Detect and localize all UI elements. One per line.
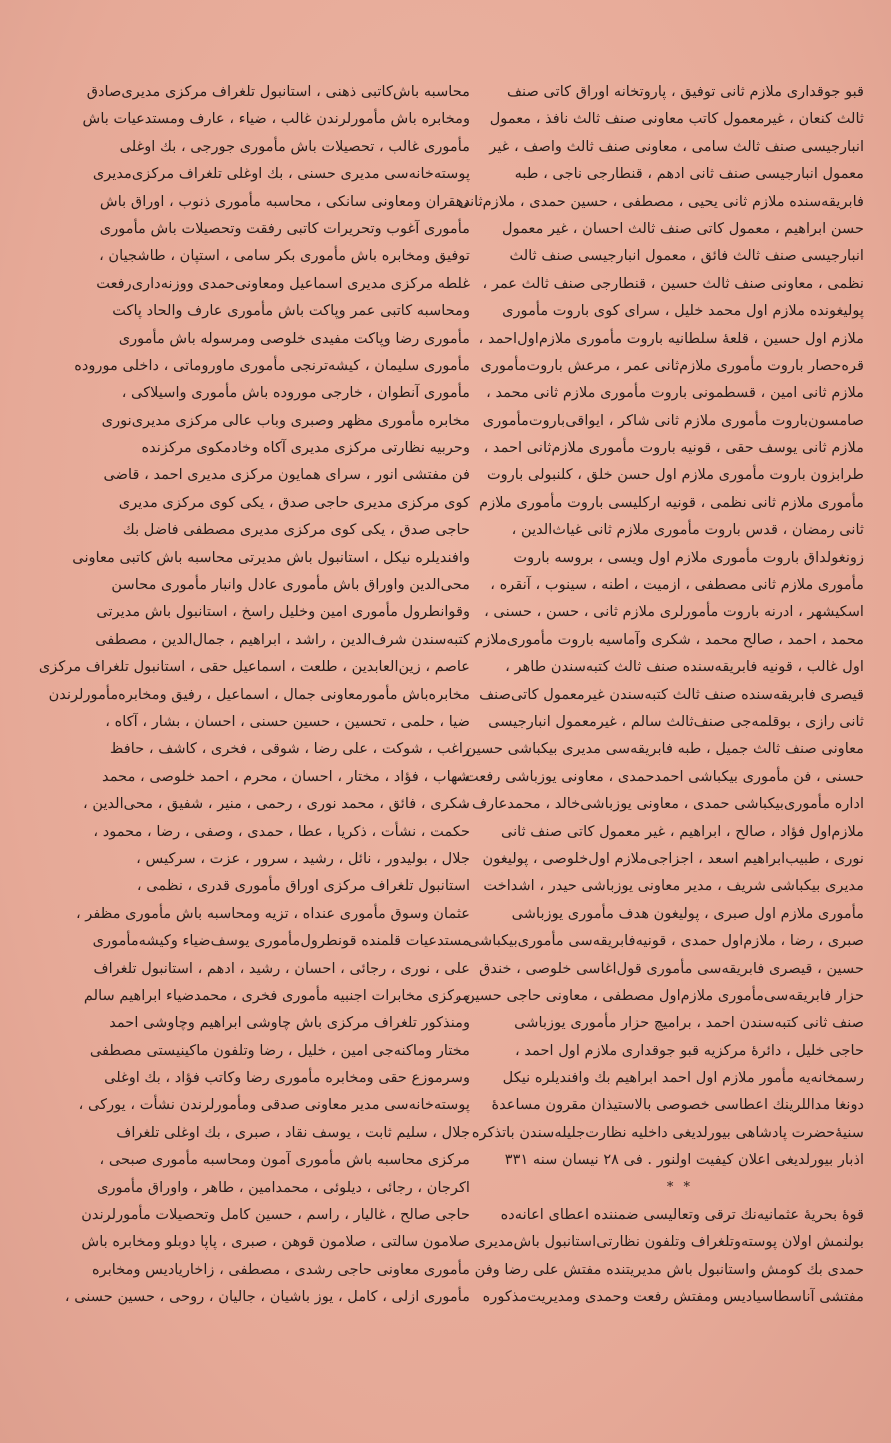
text-line: صامسون‌باروت مأموری ملازم ثانی شاکر ، ایواقی‌باروت‌مأموری bbox=[482, 411, 864, 429]
text-line: پوسته‌خانه‌سی مدیری حسنی ، بك اوغلی تلغراف مرکزی‌مدیری bbox=[92, 165, 470, 183]
text-line: ملازم ثانی یوسف حقی ، قونیه باروت مأموری ملازم‌ثانی احمد ، bbox=[483, 439, 864, 457]
text-line: حزار فابریقه‌سی‌مأموری ملازم‌اول مصطفی ، معاونی حاجی حسین ، bbox=[454, 986, 864, 1004]
text-line: وحربیه نظارتی مرکزی مدیری آکاه وخادمکوی مرکزنده bbox=[141, 439, 470, 457]
text-line: قیصری فابریقه‌سنده صنف ثالث کتبه‌سندن غیرمعمول کاتی‌صنف bbox=[479, 685, 864, 703]
text-line: صبری ، رضا ، ملازم‌اول حمدی ، قونیه‌فابریقه‌سی مأموری‌بیکباشی bbox=[467, 932, 864, 950]
text-line: مأموری آغوب وتحریرات کاتبی رفقت وتحصیلات باش مأموری bbox=[99, 219, 470, 237]
announcement-paragraph bbox=[454, 78, 864, 1174]
text-line: صلامون سالتی ، صلامون قوهن ، صبری ، پاپا دوبلو ومخابره باش bbox=[81, 1233, 470, 1251]
text-line: سنیهٔ‌حضرت پادشاهی بیورلدیغی داخلیه نظارت‌جلیله‌سندن باتذکره bbox=[471, 1123, 864, 1141]
text-line: بولنمش اولان پوسته‌وتلغراف وتلفون نظارتی‌استانبول باش‌مدیری bbox=[474, 1233, 864, 1251]
text-line: اکرجان ، رجائی ، دیلوئی ، محمدامین ، طاهر ، واوراق مأموری bbox=[97, 1178, 470, 1196]
text-line: زونغولداق باروت مأموری ملازم اول ویسی ، بروسه باروت bbox=[513, 548, 864, 566]
text-line: ومنذکور تلغراف مرکزی باش چاوشی ابراهیم وچاوشی احمد bbox=[109, 1014, 470, 1032]
text-line: ملازم اول حسین ، قلعهٔ سلطانیه باروت مأموری ملازم‌اول‌احمد ، bbox=[478, 329, 864, 347]
text-line: حاجی صالح ، غالیار ، راسم ، حسین کامل وتحصیلات مأمورلرندن bbox=[81, 1206, 470, 1224]
text-line: اسکیشهر ، ادرنه باروت مأمورلری ملازم ثانی ، حسن ، حسنی ، bbox=[484, 603, 864, 621]
text-line: معمول انبارجیسی صنف ثانی ادهم ، قنطارجی ناجی ، طبه bbox=[514, 165, 864, 183]
text-line: قبو جوقداری ملازم ثانی توفیق ، پاروتخانه اوراق کاتی صنف bbox=[506, 83, 864, 100]
text-line: مرکزی محاسبه باش مأموری آمون ومحاسبه مأموری صبحی ، bbox=[99, 1151, 470, 1169]
text-line: راغب ، شوکت ، علی رضا ، شوقی ، فخری ، کاشف ، حافظ bbox=[109, 740, 470, 758]
text-line: ضیا ، حلمی ، تحسین ، حسین حسنی ، احسان ، بشار ، آکاه ، bbox=[105, 712, 470, 730]
text-line: نوری ، طبیب‌ابراهیم اسعد ، اجزاجی‌ملازم اول‌خلوصی ، پولیغون bbox=[482, 849, 864, 867]
text-line: وافندیلره نیکل ، استانبول باش مدیرتی محاسبه باش کاتبی معاونی bbox=[72, 548, 470, 566]
text-line: مفتشی آناسطاسیادیس ومفتش رفعت وحمدی ومدیریت‌مذکوره bbox=[482, 1288, 864, 1306]
naval-donation-paragraph bbox=[474, 1201, 864, 1311]
text-line: مأموری ملازم ثانی مصطفی ، ازمیت ، اطنه ، سینوب ، آنقره ، bbox=[490, 576, 864, 594]
text-line: مأموری غالب ، تحصیلات باش مأموری جورجی ، بك اوغلی bbox=[119, 137, 470, 155]
text-line: مأموری ازلی ، کامل ، یوز باشیان ، جالیان ، روحی ، حسین حسنی ، bbox=[64, 1288, 470, 1306]
text-line: شکری ، فائق ، محمد نوری ، رحمی ، منیر ، شفیق ، محی‌الدین ، bbox=[82, 795, 470, 813]
text-line: حسن ابراهیم ، معمول کاتی صنف ثالث احسان ، غیر معمول bbox=[501, 219, 864, 237]
text-line: مرکزی مخابرات اجنبیه مأموری فخری ، محمدضیاء ابراهیم سالم bbox=[83, 986, 470, 1004]
names-paragraph bbox=[38, 78, 470, 1311]
text-line: جلال ، بولیدور ، نائل ، رشید ، سرور ، عزت ، سرکیس ، bbox=[136, 849, 470, 867]
text-line: وسرموزع حقی ومخابره مأموری رضا وکاتب فؤاد ، بك اوغلی bbox=[104, 1069, 470, 1087]
text-line: حسنی ، فن مأموری بیکباشی احمدحمدی ، معاونی یوزباشی رفعت ، bbox=[455, 767, 864, 785]
text-line: نظمی ، معاونی صنف ثالث حسین ، قنطارجی صنف ثالث عمر ، bbox=[482, 274, 864, 292]
text-line: مأموری آنطوان ، خارجی موروده باش مأموری واسیلاکی ، bbox=[121, 384, 470, 402]
text-line: معاونی صنف ثالث جمیل ، طبه فابریقه‌سی مدیری بیکباشی حسین bbox=[465, 740, 864, 758]
text-line: مخابره‌باش مأمورمعاونی جمال ، اسماعیل ، رفیق ومخابره‌مأمورلرندن bbox=[48, 685, 470, 703]
text-line: ومحاسبه کاتبی عمر وپاکت باش مأموری عارف والحاد پاکت bbox=[112, 302, 470, 320]
text-line: غلطه مرکزی مدیری اسماعیل ومعاونی‌حمدی ووزنه‌داری‌رفعت bbox=[96, 274, 470, 292]
text-line: عثمان وسوق مأموری عنداه ، تزیه ومحاسبه باش مأموری مظفر ، bbox=[75, 904, 470, 922]
text-line: حکمت ، نشأت ، ذکریا ، عطا ، حمدی ، وصفی ، رضا ، محمود ، bbox=[93, 822, 470, 840]
text-line: دهقران ومعاونی سانکی ، محاسبه مأموری ذنوب ، اوراق باش bbox=[99, 192, 470, 210]
text-line: مأموری معاونی حاجی رشدی ، مصطفی ، زاخاریادیس ومخابره bbox=[92, 1260, 470, 1278]
text-line: رسمخانه‌یه مأمور ملازم اول احمد ابراهیم بك وافندیلره نیکل bbox=[502, 1069, 864, 1087]
text-line: دونغا مداللرینك اعطاسی خصوصی بالاستیذان مقرون مساعدهٔ bbox=[491, 1096, 864, 1114]
text-line: پوسته‌خانه‌سی مدیر معاونی صدقی ومأمورلرندن نشأت ، یورکی ، bbox=[78, 1096, 470, 1114]
text-line: قره‌حصار باروت مأموری ملازم‌ثانی عمر ، مرعش باروت‌مأموری bbox=[480, 356, 864, 374]
text-line: وقوانطرول مأموری امین وخلیل راسخ ، استانبول باش مدیرتی bbox=[96, 603, 470, 621]
text-line: استانبول تلغراف مرکزی اوراق مأموری قدری ، نظمی ، bbox=[136, 877, 470, 895]
text-line: کوی مرکزی مدیری حاجی صدق ، یکی کوی مرکزی مدیری bbox=[118, 493, 470, 511]
text-line: مأموری ملازم ثانی نظمی ، قونیه ارکلیسی باروت مأموری ملازم bbox=[479, 493, 864, 511]
text-line: ملازم ثانی امین ، قسطمونی باروت مأموری ملازم ثانی محمد ، bbox=[486, 384, 864, 402]
text-line: ومخابره باش مأمورلرندن غالب ، ضیاء ، عارف ومستدعیات باش bbox=[82, 110, 470, 128]
text-line: مختار وماکنه‌جی امین ، خلیل ، رضا وتلفون ماکینیستی مصطفی bbox=[89, 1041, 470, 1059]
text-line: فن مفتشی انور ، سرای همایون مرکزی مدیری احمد ، قاضی bbox=[103, 466, 470, 484]
text-line: محاسبه باش‌کاتبی ذهنی ، استانبول تلغراف مرکزی مدیری‌صادق bbox=[86, 83, 470, 100]
text-line: جلال ، سلیم ثابت ، یوسف نقاد ، صبری ، بك اوغلی تلغراف bbox=[116, 1123, 470, 1141]
text-line: مأموری ملازم اول صبری ، پولیغون هدف مأموری یوزباشی bbox=[511, 904, 864, 922]
text-line: اول غالب ، قونیه فابریقه‌سنده صنف ثالث کتبه‌سندن طاهر ، bbox=[505, 658, 864, 676]
text-line: ثانی رازی ، بوقلمه‌جی صنف‌ثالث سالم ، غیرمعمول انبارجیسی bbox=[488, 712, 864, 730]
text-line: مخابره مأموری مظهر وصبری وباب عالی مرکزی مدیری‌نوری bbox=[101, 411, 470, 429]
left-column bbox=[38, 78, 470, 1311]
text-line: محمد ، احمد ، صالح محمد ، شکری وآماسیه باروت مأموری‌ملازم bbox=[474, 630, 864, 648]
text-line: توفیق ومخابره باش مأموری بکر سامی ، استپان ، طاشجیان ، bbox=[99, 247, 470, 265]
text-line: انبارجیسی صنف ثالث سامی ، معاونی صنف ثالث واصف ، غیر bbox=[489, 137, 864, 155]
text-line: مستدعیات قلمنده قونطرول‌مأموری یوسف‌ضیاء وکیشه‌مأموری bbox=[92, 932, 470, 950]
text-line: صنف ثانی کتبه‌سندن احمد ، برامیچ حزار مأموری یوزباشی bbox=[514, 1014, 864, 1032]
text-line: مدیری بیکباشی شریف ، مدیر معاونی یوزباشی حیدر ، اشداخت bbox=[483, 877, 864, 895]
section-separator: * * bbox=[666, 1179, 694, 1195]
text-line: قوهٔ بحریهٔ عثمانیه‌نك ترقی وتعالیسی ضمننده اعطای اعانه‌ده bbox=[500, 1206, 864, 1224]
text-line: علی ، نوری ، رجائی ، احسان ، رشید ، ادهم ، استانبول تلغراف bbox=[93, 959, 470, 977]
text-line: اداره مأموری‌بیکباشی حمدی ، معاونی یوزباشی‌خالد ، محمدعارف ، bbox=[462, 795, 864, 813]
text-line: ملازم‌اول فؤاد ، صالح ، ابراهیم ، غیر معمول کاتی صنف ثانی bbox=[500, 822, 864, 840]
text-line: محی‌الدین واوراق باش مأموری عادل وانبار مأموری محاسن bbox=[111, 576, 470, 594]
text-line: حاجی خلیل ، دائرهٔ مرکزیه قبو جوقداری ملازم اول احمد ، bbox=[515, 1041, 864, 1059]
text-line: کتبه‌سندن شرف‌الدین ، راشد ، ابراهیم ، جمال‌الدین ، مصطفی bbox=[95, 630, 470, 648]
text-line: ثانی رمضان ، قدس باروت مأموری ملازم ثانی غیاث‌الدین ، bbox=[511, 521, 864, 539]
text-line: مأموری سلیمان ، کیشه‌ترنجی مأموری ماوروماتی ، داخلی موروده bbox=[74, 356, 470, 374]
text-line: مأموری رضا وپاکت مفیدی خلوصی ومرسوله باش مأموری bbox=[118, 329, 470, 347]
text-line: انبارجیسی صنف ثالث فائق ، معمول انبارجیسی صنف ثالث bbox=[509, 247, 864, 265]
text-line: عاصم ، زین‌العابدین ، طلعت ، اسماعیل حقی ، استانبول تلغراف مرکزی bbox=[38, 658, 470, 676]
text-line: فابریقه‌سنده ملازم ثانی یحیی ، مصطفی ، حسین حمدی ، ملازم‌ثانی bbox=[457, 192, 864, 210]
text-line: حاجی صدق ، یکی کوی مرکزی مدیری مصطفی فاضل بك bbox=[122, 521, 470, 539]
text-line: حسین ، قیصری فابریقه‌سی مأموری قول‌اغاسی خلوصی ، خندق bbox=[479, 959, 864, 977]
text-line: اذبار بیورلدیغی اعلان کیفیت اولنور . فی ۲۸ نیسان سنه ۳۳۱ bbox=[504, 1151, 864, 1169]
right-column bbox=[454, 78, 864, 1311]
text-line: ثالث کنعان ، غیرمعمول کاتب معاونی صنف ثالث نافذ ، معمول bbox=[489, 110, 864, 128]
text-line: پولیغونده ملازم اول محمد خلیل ، سرای کوی باروت مأموری bbox=[502, 302, 864, 320]
text-line: شهاب ، فؤاد ، مختار ، احسان ، محرم ، احمد خلوصی ، محمد bbox=[102, 767, 470, 785]
text-line: حمدی بك کومش واستانبول باش مدیریتنده مفتش علی رضا وفن bbox=[474, 1260, 864, 1278]
text-line: طرابزون باروت مأموری ملازم اول حسن خلق ، کلنبولی باروت bbox=[486, 466, 864, 484]
